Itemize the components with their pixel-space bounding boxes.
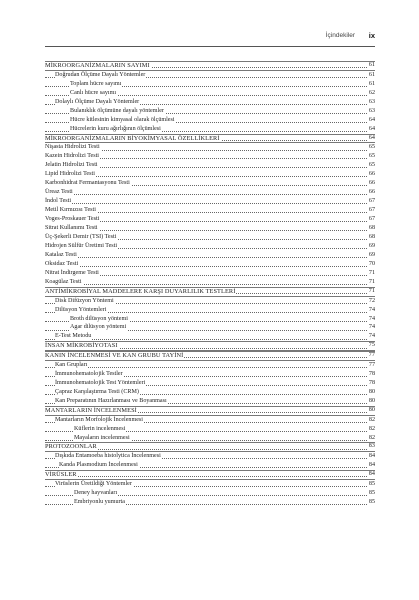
toc-entry-title: KANIN İNCELENMESİ VE KAN GRUBU TAYİNİ (45, 352, 184, 360)
toc-entry-title: Dolaylı Ölçüme Dayalı Yöntemler (55, 98, 140, 105)
toc-entry-page: 64 (368, 116, 375, 123)
toc-entry-title: Karbonhidrat Fermantasyonu Testi (45, 180, 130, 187)
toc-entry-title: İmmunohematolojik Testler (55, 370, 123, 377)
toc-entry-page: 84 (368, 453, 375, 460)
toc-entry-title: Metil Kırmızısı Testi (45, 207, 96, 214)
toc-entry-title: Toplam hücre sayımı (70, 80, 122, 87)
toc-entry-page: 80 (368, 388, 375, 395)
toc-entry-page: 61 (368, 62, 375, 68)
toc-entry-page: 71 (368, 278, 375, 285)
toc-entry-page: 66 (368, 180, 375, 187)
toc-entry-page: 84 (368, 471, 375, 478)
toc-entry[interactable] (45, 498, 375, 507)
toc-section[interactable] (45, 470, 375, 480)
toc-entry-title: Doğrudan Ölçüme Dayalı Yöntemler (55, 71, 146, 78)
toc-entry-title: Canlı hücre sayımı (70, 89, 117, 96)
toc-entry[interactable] (45, 152, 375, 161)
toc-entry[interactable] (45, 434, 375, 443)
toc-entry-page: 84 (368, 462, 375, 469)
toc-section[interactable] (45, 287, 375, 297)
toc-entry-page: 67 (368, 198, 375, 205)
toc-entry[interactable] (45, 480, 375, 489)
toc-entry-page: 62 (368, 89, 375, 96)
toc-entry-page: 64 (368, 134, 375, 141)
toc-entry-page: 68 (368, 234, 375, 240)
toc-entry-page: 67 (368, 216, 375, 223)
toc-section[interactable] (45, 61, 375, 71)
toc-section[interactable] (45, 406, 375, 416)
toc-entry-title: Üç-Şekerli Demir (TSI) Testi (45, 234, 117, 240)
toc-entry-title: E-Test Metodu (55, 333, 92, 340)
toc-entry-page: 85 (368, 489, 375, 496)
toc-entry[interactable] (45, 397, 375, 406)
toc-section[interactable] (45, 134, 375, 144)
toc-entry-page: 64 (368, 125, 375, 132)
toc-entry[interactable] (45, 416, 375, 425)
toc-entry[interactable] (45, 361, 375, 370)
toc-entry[interactable] (45, 379, 375, 388)
toc-entry-page: 74 (368, 333, 375, 340)
toc-entry-title: Voges-Proskauer Testi (45, 216, 100, 223)
toc-entry[interactable] (45, 161, 375, 170)
toc-entry-title: Deney hayvanları (74, 489, 118, 496)
toc-entry-title: VİRÜSLER (45, 471, 77, 479)
toc-entry-title: ANTİMİKROBİYAL MADDELERE KARŞI DUYARLILIK TESTLERİ (45, 287, 236, 295)
toc-entry-title: Sitrat Kullanımı Testi (45, 225, 98, 232)
toc-entry[interactable] (45, 206, 375, 215)
toc-entry-title: MİKROORGANİZMALARIN SAYIMI (45, 62, 150, 69)
toc-entry-title: Mayaların incelenmesi (74, 434, 130, 441)
toc-entry-page: 72 (368, 297, 375, 304)
page-number: ix (368, 31, 375, 40)
toc-entry[interactable] (45, 233, 375, 242)
toc-entry[interactable] (45, 215, 375, 224)
toc-entry-page: 77 (368, 361, 375, 368)
toc-entry-title: Lipid Hidrolizi Testi (45, 171, 95, 178)
toc-entry-page: 63 (368, 107, 375, 114)
toc-entry-title: Üreaz Testi (45, 189, 73, 196)
toc-entry-title: MANTARLARIN İNCELENMESİ (45, 406, 137, 414)
toc-section[interactable] (45, 341, 375, 351)
toc-entry-page: 77 (368, 352, 375, 359)
toc-entry-page: 63 (368, 98, 375, 105)
toc-entry-page: 78 (368, 379, 375, 386)
toc-entry-title: Oksidaz Testi (45, 260, 79, 267)
toc-entry-title: Disk Difüzyon Yöntemi (55, 297, 114, 304)
toc-entry-title: PROTOZOONLAR (45, 443, 97, 451)
toc-entry[interactable] (45, 89, 375, 98)
toc-entry[interactable] (45, 224, 375, 233)
toc-entry-page: 82 (368, 425, 375, 432)
toc-entry[interactable] (45, 332, 375, 341)
toc-entry-page: 67 (368, 207, 375, 214)
toc-entry-page: 68 (368, 225, 375, 232)
toc-entry[interactable] (45, 370, 375, 379)
toc-entry-page: 75 (368, 342, 375, 349)
header-rule (45, 46, 375, 47)
toc-entry-page: 80 (368, 406, 375, 413)
toc-entry[interactable] (45, 125, 375, 134)
toc-entry-title: Kazein Hidrolizi Testi (45, 153, 99, 160)
toc-entry-page: 65 (368, 162, 375, 169)
toc-entry[interactable] (45, 315, 375, 324)
toc-entry-title: Hidrojen Sülfür Üretimi Testi (45, 242, 118, 249)
toc-entry-title: Embriyonlu yumurta (74, 498, 125, 505)
toc-entry-title: İNSAN MİKROBİYOTASI (45, 342, 118, 350)
toc-entry[interactable] (45, 452, 375, 461)
toc-entry-page: 71 (368, 287, 375, 294)
toc-entry[interactable] (45, 461, 375, 470)
toc-entry-title: Çapraz Karşılaştırma Testi (CRM) (55, 388, 139, 395)
toc-entry-title: Kan Preparatının Hazırlanması ve Boyanması (55, 397, 167, 404)
toc-entry-page: 82 (368, 416, 375, 423)
toc-entry-page: 85 (368, 480, 375, 487)
toc-section[interactable] (45, 351, 375, 361)
toc-entry[interactable] (45, 269, 375, 278)
toc-entry[interactable] (45, 98, 375, 107)
toc-entry-title: Mantarların Morfolojik İncelenmesi (55, 416, 143, 423)
toc-entry[interactable] (45, 489, 375, 498)
toc-entry-page: 66 (368, 171, 375, 178)
toc-entry[interactable] (45, 425, 375, 434)
toc-entry-title: Bulanıklık ölçümüne dayalı yöntemler (70, 107, 164, 114)
toc-entry-page: 83 (368, 443, 375, 450)
toc-entry-title: İndol Testi (45, 198, 72, 205)
toc-entry-title: Virüslerin Üretildiği Yöntemler (55, 480, 132, 487)
toc-entry-page: 69 (368, 242, 375, 249)
toc-entry-title: MİKROORGANİZMALARIN BİYOKİMYASAL ÖZELLİKLERİ (45, 134, 220, 142)
toc-entry[interactable] (45, 306, 375, 315)
toc-entry[interactable] (45, 323, 375, 332)
toc-entry[interactable] (45, 297, 375, 306)
toc-entry-title: Koagülaz Testi (45, 278, 82, 285)
toc-entry-title: Katalaz Testi (45, 251, 77, 258)
toc-entry[interactable] (45, 71, 375, 80)
toc-entry-page: 80 (368, 397, 375, 404)
toc-entry[interactable] (45, 388, 375, 397)
toc-entry-title: Hücre kitlesinin kimyasal olarak ölçümlesi (70, 116, 175, 123)
toc-entry[interactable] (45, 260, 375, 269)
toc-entry-title: İmmunohematolojik Test Yöntemleri (55, 379, 146, 386)
toc-entry-title: Küflerin incelenmesi (74, 425, 126, 432)
toc-entry[interactable] (45, 107, 375, 116)
toc-entry-title: Kanda Plasmodium İncelenmesi (59, 462, 138, 469)
toc-entry-page: 61 (368, 80, 375, 87)
toc-entry[interactable] (45, 197, 375, 206)
toc-entry-page: 66 (368, 189, 375, 196)
header-title: İçindekiler (325, 32, 355, 39)
toc-entry-title: Broth dilüsyon yöntemi (70, 315, 128, 322)
toc-entry[interactable] (45, 242, 375, 251)
toc-entry[interactable] (45, 179, 375, 188)
toc-section[interactable] (45, 442, 375, 452)
toc-entry-page: 61 (368, 71, 375, 78)
toc-entry-page: 70 (368, 260, 375, 267)
toc-entry-page: 69 (368, 251, 375, 258)
toc-entry-title: Agar dilüsyon yöntemi (70, 324, 127, 331)
table-of-contents (45, 61, 375, 507)
toc-entry-page: 85 (368, 498, 375, 505)
toc-entry-title: Nişasta Hidrolizi Testi (45, 144, 100, 151)
toc-entry-page: 65 (368, 144, 375, 151)
toc-entry-page: 74 (368, 306, 375, 313)
toc-entry-title: Jelatin Hidrolizi Testi (45, 162, 98, 169)
toc-entry-title: Dilüsyon Yöntemleri (55, 306, 107, 313)
toc-entry[interactable] (45, 80, 375, 89)
toc-entry[interactable] (45, 116, 375, 125)
toc-entry-page: 78 (368, 370, 375, 377)
toc-entry[interactable] (45, 170, 375, 179)
toc-entry-page: 74 (368, 315, 375, 322)
toc-entry-title: Nitrat İndirgeme Testi (45, 269, 99, 276)
toc-entry-title: Hücrelerin kuru ağırlığının ölçümlesi (70, 125, 161, 132)
toc-entry-page: 82 (368, 434, 375, 441)
toc-entry[interactable] (45, 251, 375, 260)
toc-entry-title: Dışkıda Entamoeba histolytica İncelenmesi (55, 453, 161, 460)
toc-entry[interactable] (45, 143, 375, 152)
toc-entry-page: 74 (368, 324, 375, 331)
toc-entry-page: 71 (368, 269, 375, 276)
page-header (45, 32, 375, 46)
toc-entry[interactable] (45, 278, 375, 287)
toc-entry-title: Kan Grupları (55, 361, 88, 368)
toc-entry[interactable] (45, 188, 375, 197)
toc-entry-page: 65 (368, 153, 375, 160)
